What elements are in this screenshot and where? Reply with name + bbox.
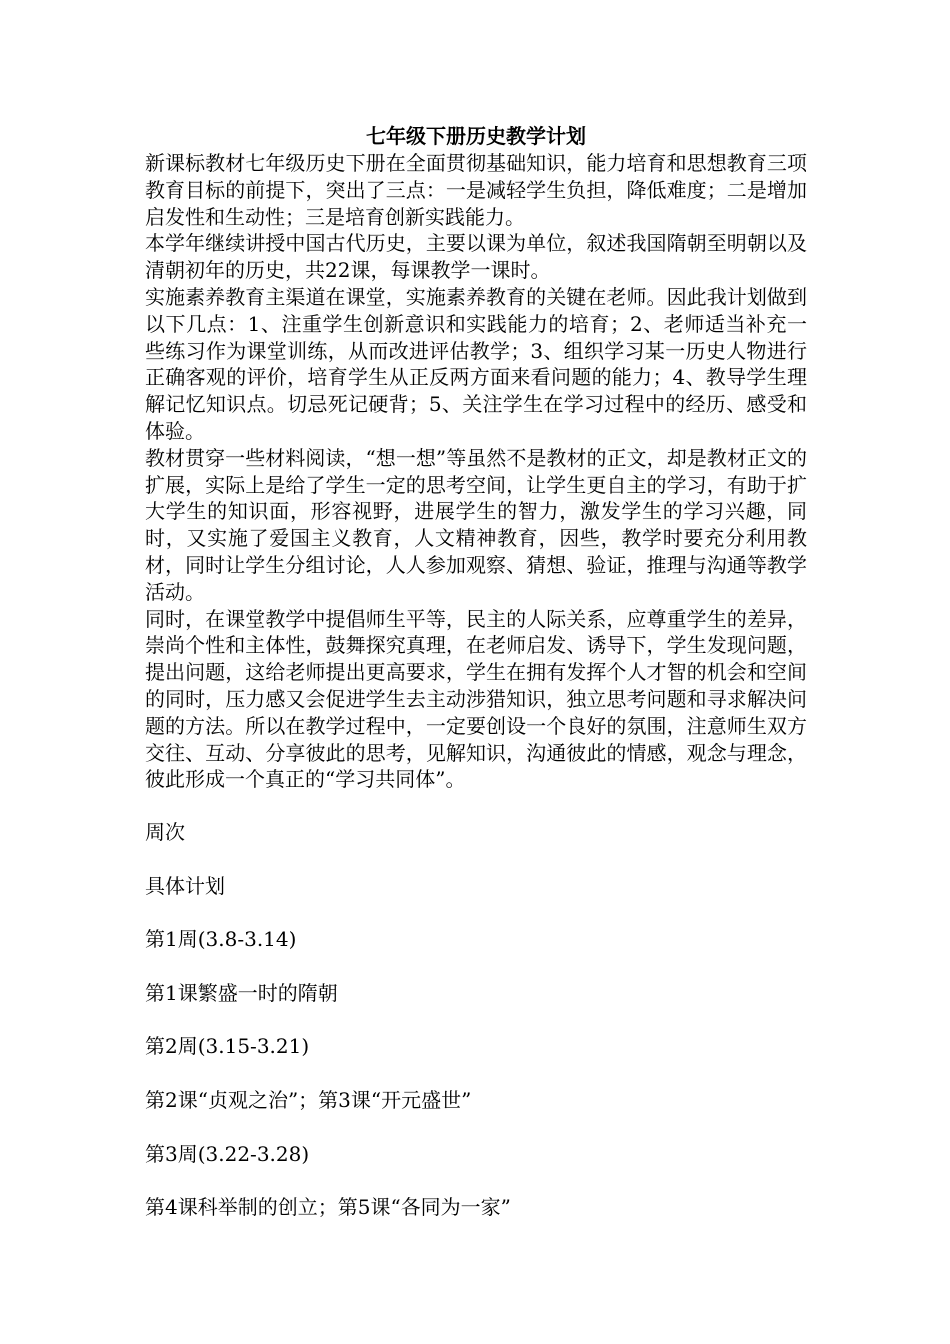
schedule-week-cell: 第1周(3.8-3.14) xyxy=(145,927,297,952)
schedule-week-cell: 第2周(3.15-3.21) xyxy=(145,1034,310,1059)
paragraph-scope: 本学年继续讲授中国古代历史，主要以课为单位，叙述我国隋朝至明朝以及清朝初年的历史，共22课，每课教学一课时。 xyxy=(145,231,807,283)
schedule-plan-cell: 第1课繁盛一时的隋朝 xyxy=(145,980,338,1005)
schedule-header-week: 周次 xyxy=(145,820,185,844)
schedule-week-cell: 第3周(3.22-3.28) xyxy=(145,1141,310,1166)
schedule-table xyxy=(145,819,807,1248)
document-body xyxy=(145,122,807,793)
paragraph-intro: 新课标教材七年级历史下册在全面贯彻基础知识，能力培育和思想教育三项教育目标的前提下，突出了三点：一是减轻学生负担，降低难度；二是增加启发性和生动性；三是培育创新实践能力。 xyxy=(145,151,807,229)
paragraph-materials: 教材贯穿一些材料阅读，“想一想”等虽然不是教材的正文，却是教材正文的扩展，实际上是给了学生一定的思考空间，让学生更自主的学习，有助于扩大学生的知识面，形容视野，进展学生的智力，激发学生的学习兴趣，同时，又实施了爱国主义教育，人文精神教育，因些，教学时要充分利用教材，同时让学生分组讨论，人人参加观察、猜想、验证，推理与沟通等教学活动。 xyxy=(145,445,807,604)
schedule-plan-cell: 第4课科举制的创立；第5课“各同为一家” xyxy=(145,1195,511,1220)
document-title: 七年级下册历史教学计划 xyxy=(366,124,586,148)
schedule-plan-cell: 第2课“贞观之治”；第3课“开元盛世” xyxy=(145,1087,472,1112)
paragraph-classroom: 同时，在课堂教学中提倡师生平等，民主的人际关系，应尊重学生的差异，崇尚个性和主体性，鼓舞探究真理，在老师启发、诱导下，学生发现问题，提出问题，这给老师提出更高要求，学生在拥有发挥个人才智的机会和空间的同时，压力感又会促进学生去主动涉猎知识，独立思考问题和寻求解决问题的方法。所以在教学过程中，一定要创设一个良好的氛围，注意师生双方交往、互动、分享彼此的思考，见解知识，沟通彼此的情感，观念与理念，彼此形成一个真正的“学习共同体”。 xyxy=(145,606,807,792)
paragraph-plan-points: 实施素养教育主渠道在课堂，实施素养教育的关键在老师。因此我计划做到以下几点：1、注重学生创新意识和实践能力的培育；2、老师适当补充一些练习作为课堂训练，从而改进评估教学；3、组织学习某一历史人物进行正确客观的评价，培育学生从正反两方面来看问题的能力；4、教导学生理解记忆知识点。切忌死记硬背；5、关注学生在学习过程中的经历、感受和体验。 xyxy=(145,284,807,443)
schedule-header-plan: 具体计划 xyxy=(145,873,225,898)
